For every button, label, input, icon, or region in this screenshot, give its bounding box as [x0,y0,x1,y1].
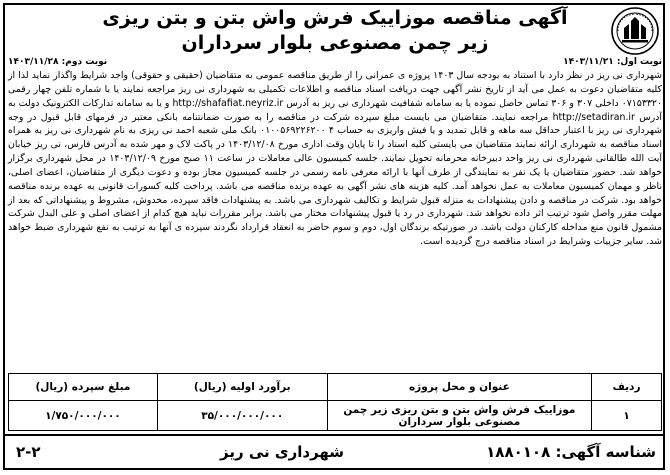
second-publication-date: نوبت دوم: ۱۴۰۳/۱۱/۲۸ [8,57,108,67]
table-row [9,401,662,431]
organization-name: شهرداری نی ریز [220,443,345,461]
row-number-cell: ۱ [592,401,662,431]
column-header-estimate: برآورد اولیه (ریال) [157,374,327,401]
first-publication-date: نوبت اول: ۱۴۰۳/۱۱/۲۱ [563,57,662,67]
project-title-cell: موزاییک فرش واش بتن و بتن ریزی زیر چمن مصنوعی بلوار سرداران [327,401,591,431]
estimate-cell: ۳۵/۰۰۰/۰۰۰/۰۰۰ [157,401,327,431]
column-header-row-number: ردیف [592,374,662,401]
tender-table [8,373,662,431]
municipality-emblem-icon [610,6,660,56]
publication-dates [8,56,662,68]
notice-subtitle: زیر چمن مصنوعی بلوار سرداران [181,32,489,54]
column-header-deposit: مبلغ سپرده (ریال) [9,374,158,401]
notice-body: شهرداری نی ریز در نظر دارد با استناد به بودجه سال ۱۴۰۳ پروژه ی عمرانی را از طریق مناقصه عمومی به متقاضیان (حقیقی و حقوقی) واجد شرایط واگذار نماید لذا از کلیه متقاضیان دعوت به عمل می آید از تاریخ نشر آگهی جهت دریافت اسناد مناقصه و اطلاعات تکمیلی به شهرداری نی ریز مراجعه نمایند یا با شماره تلفن چهار رقمی ۰۷۱۵۳۳۲۰ داخلی ۳۰۷ و ۳۰۶ تماس حاصل نموده یا به سامانه شفافیت شهرداری نی ریز به آدرس http://shafafiat.neyriz.ir و یا به سامانه تدارکات الکترونیک دولت به آدرس http://setadiran.ir مراجعه نمایند. متقاضیان می بایست مبلغ سپرده شرکت در مناقصه را به صورت ضمانتنامه بانکی معتبر در فرمهای قابل قبول در وجه شهرداری نی ریز با اعتبار حداقل سه ماهه و قابل تمدید و یا فیش واریزی به حساب ۴ ۰۱۰۰۵۶۹۲۲۶۲۰۰ بانک ملی شعبه احمد نی ریزی به نام شهرداری نی ریز به همراه اسناد مناقصه به شهرداری ارائه نمایند متقاضیان می بایستی کلیه اسناد را تا پایان وقت اداری مورخ ۱۴۰۳/۱۲/۰۸ در پاکت لاک و مهر شده به آدرس فارس، نی ریز خیابان آیت الله طالقانی شهرداری نی ریز واحد دبیرخانه محرمانه تحویل نمایند. جلسه کمیسیون عالی معاملات در ساعت ۱۱ صبح مورخ ۱۴۰۳/۱۲/۰۹ در محل شهرداری برگزار خواهد شد. حضور متقاضیان یا یک نفر به نمایندگی از طرف آنها با ارائه معرفی نامه رسمی در جلسه کمیسیون مجاز بوده و دعوت دیگری از متقاضیان، اعضای اصلی، ناظر و مهمان کمیسیون معاملات به عمل نخواهد آمد. کلیه هزینه های نشر آگهی به عهده برنده مناقصه می باشد. پرداخت کلیه کسورات قانونی به عهده برنده مناقصه خواهد بود. شرکت در مناقصه و دادن پیشنهادات به منزله قبول شرایط و تکالیف شهرداری می باشد. به پیشنهادات فاقد سپرده، مخدوش، مشروط و پیشنهاداتی که بعد از مهلت مقرر واصل شود ترتیب اثر داده نخواهد شد. شهرداری در رد یا قبول پیشنهادات مختار می باشد. برابر مقررات نباید هیچ کدام از اعضای اصلی و علی البدل شرکت مشمول قانون منع مداخله کارکنان دولت باشد. در صورتیکه برندگان اول، دوم و سوم حاضر به انعقاد قرارداد نگردند سپرده ی آنها به ترتیب به نفع شهرداری ضبط خواهد شد. سایر جزییات وشرایط در اسناد مناقصه درج گردیده است. [8,70,662,248]
footer-divider [3,434,665,436]
notice-title: آگهی مناقصه موزاییک فرش واش بتن و بتن ریزی [102,7,568,29]
page-code: ۲-۲ [16,443,41,461]
ad-identifier: شناسه آگهی: ۱۸۸۰۱۰۸ [486,443,656,461]
deposit-cell: ۱/۷۵۰/۰۰۰/۰۰۰ [9,401,158,431]
column-header-project-title: عنوان و محل پروژه [327,374,591,401]
